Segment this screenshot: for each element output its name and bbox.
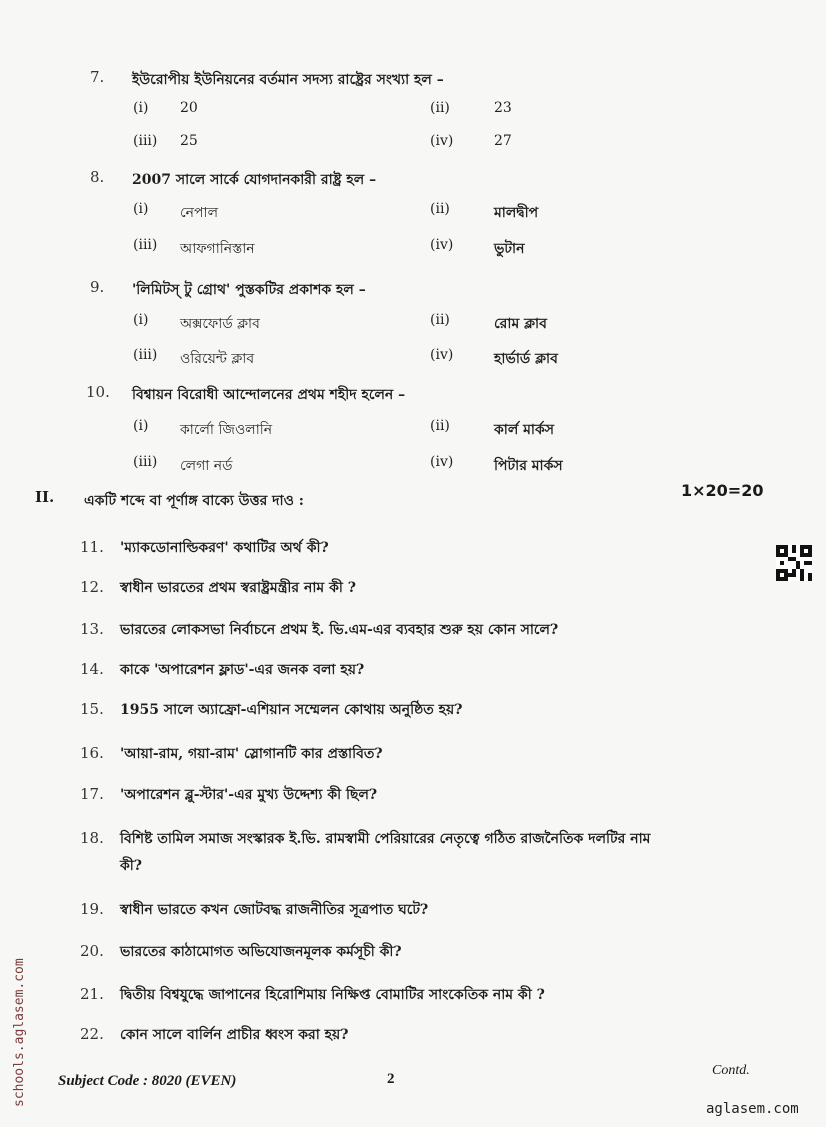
option-label: (i) [133,201,149,217]
question-text: 'অপারেশন ব্লু-স্টার'-এর মুখ্য উদ্দেশ্য কী ছিল? [120,787,378,803]
qr-code-icon [776,545,812,581]
question-number: 12. [80,578,104,596]
question-text: 'আয়া-রাম, গয়া-রাম' স্লোগানটি কার প্রস্তাবিত? [120,746,383,762]
option-label: (i) [133,418,149,434]
option-label: (ii) [430,100,450,116]
question-number: 16. [80,744,104,762]
option-label: (ii) [430,201,450,217]
option-label: (i) [133,100,149,116]
option-text: 27 [494,133,512,149]
question-text: স্বাধীন ভারতে কখন জোটবদ্ধ রাজনীতির সূত্রপাত ঘটে? [120,902,429,918]
option-label: (iii) [133,237,158,253]
question-text: কাকে 'অপারেশন ফ্লাড'-এর জনক বলা হয়? [120,662,365,678]
option-text: ভুটান [494,241,525,257]
question-text: 'লিমিটস্ টু গ্রোথ' পুস্তকটির প্রকাশক হল – [132,282,366,298]
option-text: কার্ল মার্কস [494,422,555,438]
continued-label: Contd. [712,1063,750,1078]
site-watermark: aglasem.com [706,1101,799,1117]
question-number: 11. [80,538,104,556]
question-text: ভারতের লোকসভা নির্বাচনে প্রথম ই. ভি.এম-এর ব্যবহার শুরু হয় কোন সালে? [120,622,559,638]
option-text: 20 [180,100,198,116]
option-text: লেগা নর্ড [180,458,233,474]
option-label: (iii) [133,454,158,470]
question-text: ভারতের কাঠামোগত অভিযোজনমূলক কর্মসূচী কী? [120,944,402,960]
option-label: (iv) [430,347,454,363]
question-text: 'ম্যাকডোনাল্ডিকরণ' কথাটির অর্থ কী? [120,540,329,556]
question-number: 8. [90,168,105,186]
question-text: স্বাধীন ভারতের প্রথম স্বরাষ্ট্রমন্ত্রীর নাম কী ? [120,580,356,596]
option-text: আফগানিস্তান [180,241,255,257]
section-instruction: একটি শব্দে বা পূর্ণাঙ্গ বাক্যে উত্তর দাও : [84,493,304,509]
question-text: বিশিষ্ট তামিল সমাজ সংস্কারক ই.ভি. রামস্বামী পেরিয়ারের নেতৃত্বে গঠিত রাজনৈতিক দলটির নাম [120,831,651,847]
option-text: অক্সফোর্ড ক্লাব [180,316,260,332]
question-text: ইউরোপীয় ইউনিয়নের বর্তমান সদস্য রাষ্ট্রের সংখ্যা হল – [132,72,444,88]
option-text: ওরিয়েন্ট ক্লাব [180,351,255,367]
question-number: 21. [80,985,104,1003]
question-number: 18. [80,829,104,847]
question-number: 10. [86,383,110,401]
option-text: কার্লো জিওলানি [180,422,273,438]
option-label: (iii) [133,133,158,149]
side-watermark: schools.aglasem.com [12,958,27,1107]
option-label: (iv) [430,454,454,470]
option-text: হার্ভার্ড ক্লাব [494,351,558,367]
page-number: 2 [387,1071,395,1087]
option-label: (iii) [133,347,158,363]
question-text: 2007 সালে সার্কে যোগদানকারী রাষ্ট্র হল – [132,172,377,188]
question-number: 13. [80,620,104,638]
question-text: দ্বিতীয় বিশ্বযুদ্ধে জাপানের হিরোশিমায় নিক্ষিপ্ত বোমাটির সাংকেতিক নাম কী ? [120,987,545,1003]
question-number: 20. [80,942,104,960]
section-marks: 1×20=20 [681,481,764,500]
option-text: মালদ্বীপ [494,205,539,221]
question-text: 1955 সালে অ্যাফ্রো-এশিয়ান সম্মেলন কোথায় অনুষ্ঠিত হয়? [120,702,463,718]
question-text: বিশ্বায়ন বিরোধী আন্দোলনের প্রথম শহীদ হলেন – [132,387,406,403]
question-number: 17. [80,785,104,803]
option-text: পিটার মার্কস [494,458,563,474]
option-label: (i) [133,312,149,328]
subject-code: Subject Code : 8020 (EVEN) [58,1073,237,1089]
question-number: 22. [80,1025,104,1043]
option-text: 23 [494,100,512,116]
section-number: II. [35,488,55,506]
question-number: 15. [80,700,104,718]
question-number: 9. [90,278,105,296]
option-label: (iv) [430,237,454,253]
option-text: নেপাল [180,205,219,221]
option-label: (ii) [430,312,450,328]
option-text: 25 [180,133,198,149]
option-label: (ii) [430,418,450,434]
option-label: (iv) [430,133,454,149]
question-number: 14. [80,660,104,678]
question-text-continued: কী? [120,858,143,874]
question-number: 19. [80,900,104,918]
question-number: 7. [90,68,105,86]
question-text: কোন সালে বার্লিন প্রাচীর ধ্বংস করা হয়? [120,1027,349,1043]
option-text: রোম ক্লাব [494,316,547,332]
